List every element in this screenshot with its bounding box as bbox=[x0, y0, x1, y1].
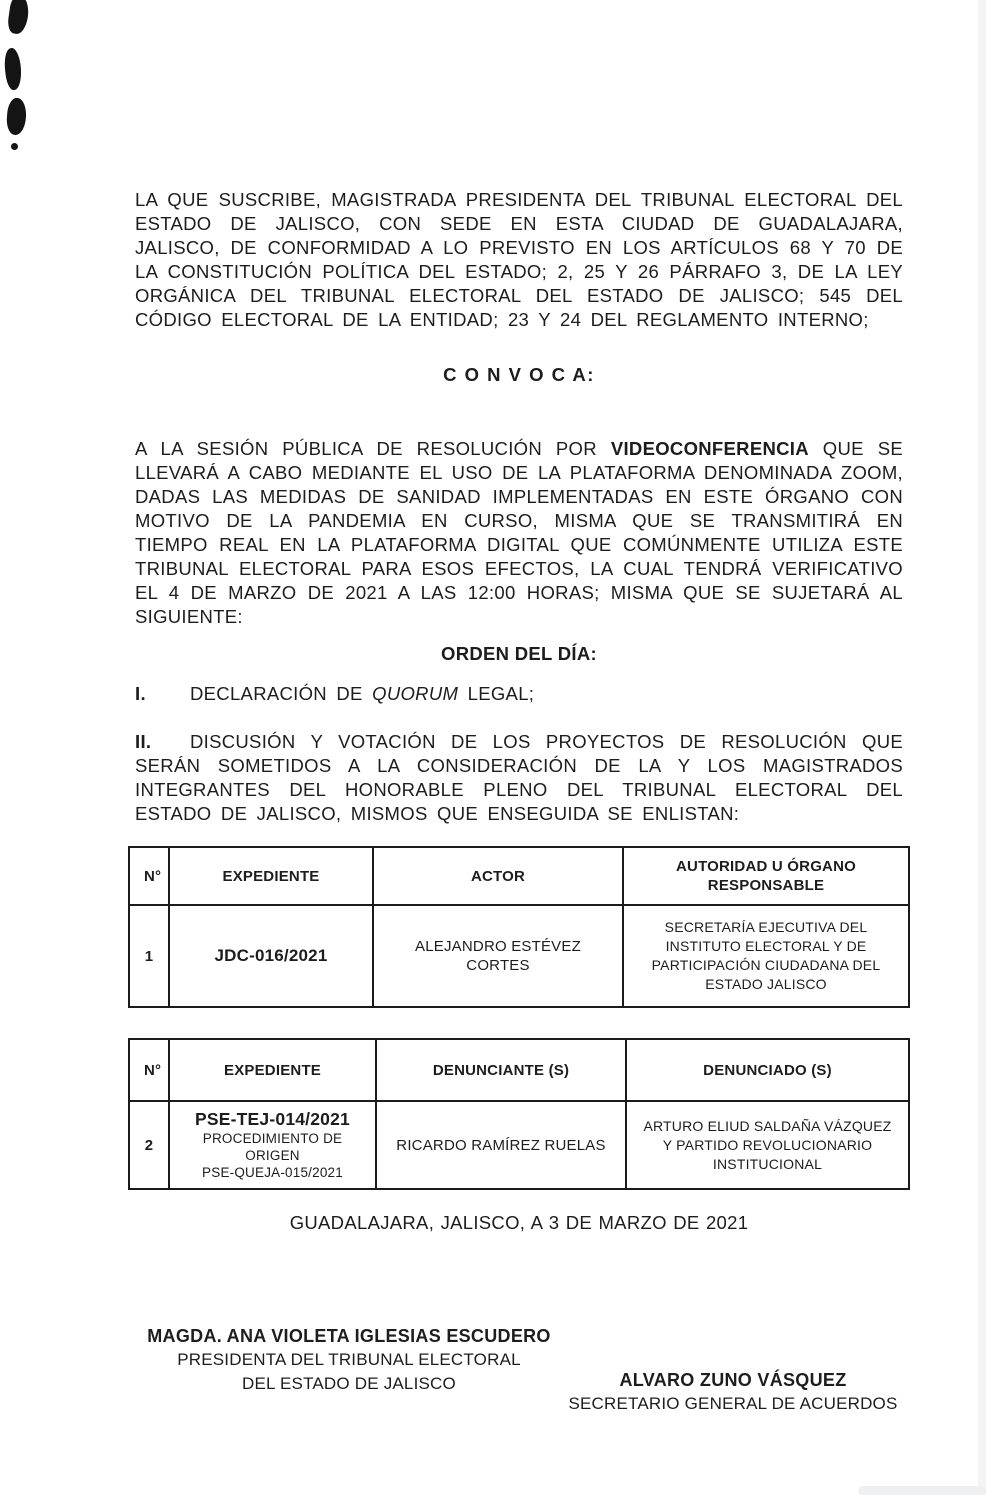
document-content bbox=[135, 0, 903, 1434]
case-expediente-origin-number: PSE-QUEJA-015/2021 bbox=[202, 1165, 343, 1180]
table-1-header-num: N° bbox=[129, 847, 169, 905]
president-title-line-1: PRESIDENTA DEL TRIBUNAL ELECTORAL bbox=[177, 1350, 521, 1369]
table-2-header-denunciante: DENUNCIANTE (S) bbox=[376, 1039, 626, 1101]
case-denunciante: RICARDO RAMÍREZ RUELAS bbox=[376, 1101, 626, 1189]
agenda-item-2 bbox=[135, 730, 903, 826]
scan-artifact-mark bbox=[3, 47, 24, 91]
table-2-header-num: N° bbox=[129, 1039, 169, 1101]
agenda-item-2-number: II. bbox=[135, 731, 152, 752]
agenda-item-1 bbox=[135, 682, 903, 706]
case-expediente-origin-label: PROCEDIMIENTO DE ORIGEN bbox=[202, 1131, 343, 1163]
president-signature bbox=[135, 1324, 563, 1396]
case-denunciado: ARTURO ELIUD SALDAÑA VÁZQUEZ Y PARTIDO REVOLUCIONARIO INSTITUCIONAL bbox=[626, 1101, 909, 1189]
president-title-line-2: DEL ESTADO DE JALISCO bbox=[242, 1374, 456, 1393]
secretary-title: SECRETARIO GENERAL DE ACUERDOS bbox=[568, 1394, 898, 1413]
table-2-header-expediente: EXPEDIENTE bbox=[169, 1039, 376, 1101]
scan-artifact-bottom bbox=[858, 1486, 986, 1495]
table-row bbox=[129, 905, 909, 1007]
secretary-signature bbox=[563, 1368, 903, 1416]
scan-artifact-mark bbox=[11, 143, 18, 150]
president-name: MAGDA. ANA VIOLETA IGLESIAS ESCUDERO bbox=[147, 1326, 551, 1346]
date-line: GUADALAJARA, JALISCO, A 3 DE MARZO DE 2021 bbox=[289, 1212, 749, 1233]
table-2-header-row bbox=[129, 1039, 909, 1101]
quorum-italic: QUORUM bbox=[372, 683, 459, 704]
page-edge-strip bbox=[978, 0, 986, 1495]
table-1-header-actor: ACTOR bbox=[373, 847, 623, 905]
convoca-heading: C O N V O C A: bbox=[443, 364, 595, 385]
agenda-item-1-text-end: LEGAL; bbox=[458, 683, 535, 704]
table-1-header-autoridad: AUTORIDAD U ÓRGANO RESPONSABLE bbox=[623, 847, 909, 905]
scan-artifact-mark bbox=[6, 0, 30, 35]
case-autoridad: SECRETARÍA EJECUTIVA DEL INSTITUTO ELECTORAL Y DE PARTICIPACIÓN CIUDADANA DEL ESTADO JALISCO bbox=[623, 905, 909, 1007]
secretary-name: ALVARO ZUNO VÁSQUEZ bbox=[619, 1370, 847, 1390]
videoconferencia-emphasis: VIDEOCONFERENCIA bbox=[610, 438, 809, 459]
case-number: 1 bbox=[129, 905, 169, 1007]
opening-paragraph: LA QUE SUSCRIBE, MAGISTRADA PRESIDENTA DEL TRIBUNAL ELECTORAL DEL ESTADO DE JALISCO, CON SEDE EN ESTA CIUDAD DE GUADALAJARA, JALISCO, DE CONFORMIDAD A LO PREVISTO EN LOS ARTÍCULOS 68 Y 70 DE LA CONSTITUCIÓN POLÍTICA DEL ESTADO; 2, 25 Y 26 PÁRRAFO 3, DE LA LEY ORGÁNICA DEL TRIBUNAL ELECTORAL DEL ESTADO DE JALISCO; 545 DEL CÓDIGO ELECTORAL DE LA ENTIDAD; 23 Y 24 DEL REGLAMENTO INTERNO; bbox=[135, 189, 903, 330]
table-row bbox=[129, 1101, 909, 1189]
case-expediente-main: PSE-TEJ-014/2021 bbox=[195, 1109, 350, 1129]
table-1-header-row bbox=[129, 847, 909, 905]
scan-artifact-mark bbox=[5, 97, 27, 136]
agenda-item-1-text: DECLARACIÓN DE bbox=[190, 683, 373, 704]
session-text-before: A LA SESIÓN PÚBLICA DE RESOLUCIÓN POR bbox=[135, 438, 611, 459]
signatures-block bbox=[135, 1324, 903, 1434]
session-paragraph bbox=[135, 437, 903, 629]
cases-table-2 bbox=[128, 1038, 910, 1190]
case-expediente bbox=[169, 1101, 376, 1189]
session-text-after: QUE SE LLEVARÁ A CABO MEDIANTE EL USO DE LA PLATAFORMA DENOMINADA ZOOM, DADAS LAS MEDIDAS DE SANIDAD IMPLEMENTADAS EN ESTE ÓRGANO CON MOTIVO DE LA PANDEMIA EN CURSO, MISMA QUE SE TRANSMITIRÁ EN TIEMPO REAL EN LA PLATAFORMA DIGITAL QUE COMÚNMENTE UTILIZA ESTE TRIBUNAL ELECTORAL PARA ESOS EFECTOS, LA CUAL TENDRÁ VERIFICATIVO EL 4 DE MARZO DE 2021 A LAS 12:00 HORAS; MISMA QUE SE SUJETARÁ AL SIGUIENTE: bbox=[135, 438, 903, 627]
orden-del-dia-heading: ORDEN DEL DÍA: bbox=[441, 643, 597, 664]
agenda-item-1-number: I. bbox=[135, 683, 146, 704]
case-actor: ALEJANDRO ESTÉVEZ CORTES bbox=[373, 905, 623, 1007]
table-2-header-denunciado: DENUNCIADO (S) bbox=[626, 1039, 909, 1101]
table-1-header-expediente: EXPEDIENTE bbox=[169, 847, 373, 905]
case-number: 2 bbox=[129, 1101, 169, 1189]
case-expediente: JDC-016/2021 bbox=[169, 905, 373, 1007]
agenda-item-2-text: DISCUSIÓN Y VOTACIÓN DE LOS PROYECTOS DE RESOLUCIÓN QUE SERÁN SOMETIDOS A LA CONSIDERACIÓN DE LA Y LOS MAGISTRADOS INTEGRANTES DEL HONORABLE PLENO DEL TRIBUNAL ELECTORAL DEL ESTADO DE JALISCO, MISMOS QUE ENSEGUIDA SE ENLISTAN: bbox=[135, 731, 903, 824]
cases-table-1 bbox=[128, 846, 910, 1008]
